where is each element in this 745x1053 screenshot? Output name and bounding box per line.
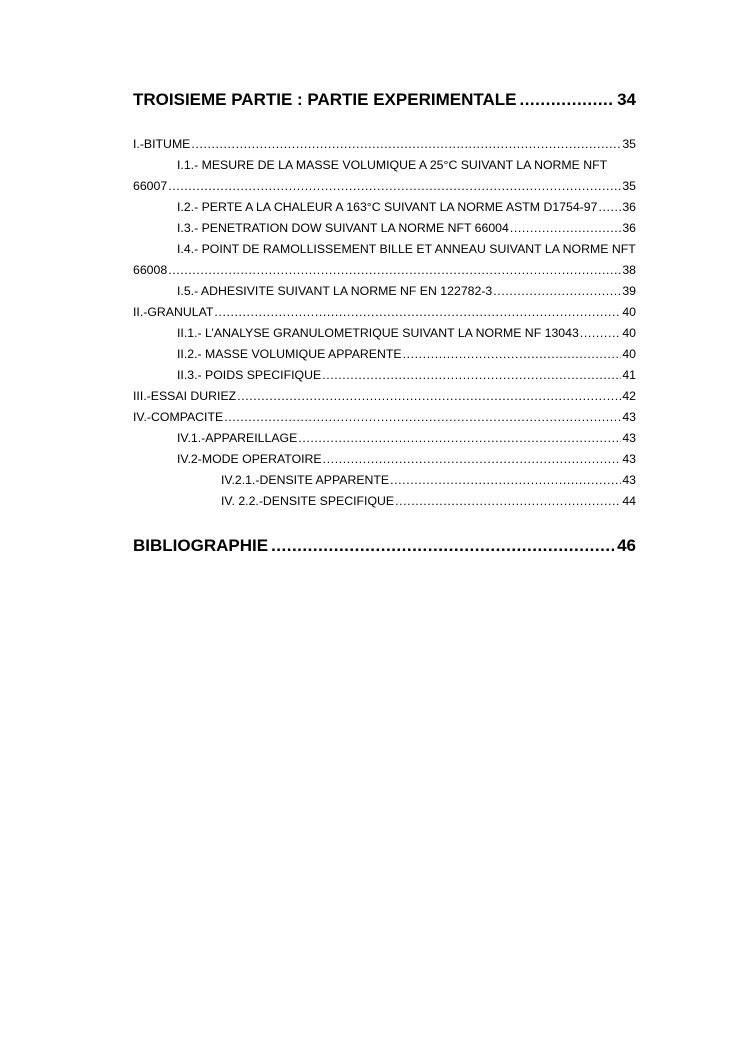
- toc-entry-masse-volumique[interactable]: [133, 179, 636, 197]
- toc-entry-title: II.2.- MASSE VOLUMIQUE APPARENTE: [177, 347, 402, 361]
- toc-leader-dots: [214, 305, 621, 319]
- toc-leader-dots: [168, 179, 621, 193]
- toc-page-number: 40: [622, 347, 636, 361]
- toc-bibliographie-heading[interactable]: [133, 536, 636, 556]
- toc-leader-dots: [403, 347, 622, 361]
- toc-leader-dots: [168, 263, 621, 277]
- toc-entry-title: III.-ESSAI DURIEZ: [133, 389, 237, 403]
- toc-entry-adhesivite[interactable]: [133, 284, 636, 302]
- toc-entry-title: II.1.- L’ANALYSE GRANULOMETRIQUE SUIVANT LA NORME NF 13043: [177, 326, 579, 340]
- toc-entry-appareillage[interactable]: [133, 431, 636, 449]
- toc-page-number: 36: [622, 221, 636, 235]
- toc-leader-dots: [224, 410, 621, 424]
- toc-leader-dots: [298, 431, 621, 445]
- toc-leader-dots: [580, 326, 621, 340]
- toc-leader-dots: [395, 494, 621, 508]
- toc-page-number: 35: [622, 137, 636, 151]
- toc-leader-dots: [271, 536, 614, 556]
- toc-entry-title: I.5.- ADHESIVITE SUIVANT LA NORME NF EN 122782-3: [177, 284, 493, 298]
- toc-entry-title: IV.2.1.-DENSITE APPARENTE: [221, 473, 390, 487]
- toc-entry-mode-operatoire[interactable]: [133, 452, 636, 470]
- toc-page-number: 40: [622, 305, 636, 319]
- toc-page-number: 43: [622, 410, 636, 424]
- toc-entry-essai-duriez[interactable]: [133, 389, 636, 407]
- toc-page-number: 39: [622, 284, 636, 298]
- toc-entry-analyse-granulometrique[interactable]: [133, 326, 636, 344]
- toc-entry-title: I.-BITUME: [133, 137, 191, 151]
- toc-page-number: 46: [617, 536, 636, 555]
- toc-entry-ramollissement-line1[interactable]: I.4.- POINT DE RAMOLLISSEMENT BILLE ET ANNEAU SUIVANT LA NORME NFT: [177, 242, 636, 256]
- toc-entry-penetration[interactable]: [133, 221, 636, 239]
- toc-entry-bitume[interactable]: [133, 137, 636, 155]
- toc-entry-title: 66007: [133, 179, 168, 193]
- toc-part-heading[interactable]: [133, 90, 636, 110]
- toc-leader-dots: [390, 473, 621, 487]
- toc-entry-title: II.3.- POIDS SPECIFIQUE: [177, 368, 322, 382]
- toc-page-number: 43: [622, 452, 636, 466]
- toc-page-number: 42: [622, 389, 636, 403]
- toc-page-number: 44: [622, 494, 636, 508]
- toc-entry-perte-chaleur[interactable]: [133, 200, 636, 218]
- toc-part-title: TROISIEME PARTIE : PARTIE EXPERIMENTALE: [133, 90, 517, 109]
- toc-entry-title: IV.2-MODE OPERATOIRE: [177, 452, 322, 466]
- toc-leader-dots: [323, 452, 622, 466]
- toc-page-number: 43: [622, 431, 636, 445]
- toc-page-number: 38: [622, 263, 636, 277]
- toc-leader-dots: [322, 368, 621, 382]
- toc-page-number: 40: [622, 326, 636, 340]
- toc-entry-title: IV.-COMPACITE: [133, 410, 224, 424]
- toc-entry-title: IV. 2.2.-DENSITE SPECIFIQUE: [221, 494, 395, 508]
- toc-entry-masse-volumique-apparente[interactable]: [133, 347, 636, 365]
- toc-entry-ramollissement[interactable]: [133, 263, 636, 281]
- toc-entry-densite-apparente[interactable]: [133, 473, 636, 491]
- toc-leader-dots: [191, 137, 621, 151]
- toc-entry-compacite[interactable]: [133, 410, 636, 428]
- toc-leader-dots: [519, 90, 614, 110]
- toc-part-title: BIBLIOGRAPHIE: [133, 536, 269, 555]
- toc-entry-title: 66008: [133, 263, 168, 277]
- toc-page-number: 41: [622, 368, 636, 382]
- toc-page-number: 35: [622, 179, 636, 193]
- toc-leader-dots: [598, 200, 621, 214]
- toc-leader-dots: [237, 389, 621, 403]
- toc-page-number: 36: [622, 200, 636, 214]
- toc-page-number: 43: [622, 473, 636, 487]
- toc-page-number: 34: [617, 90, 636, 109]
- toc-entry-densite-specifique[interactable]: [133, 494, 636, 512]
- toc-entry-poids-specifique[interactable]: [133, 368, 636, 386]
- toc-entry-masse-volumique-line1[interactable]: I.1.- MESURE DE LA MASSE VOLUMIQUE A 25°C SUIVANT LA NORME NFT: [177, 158, 608, 172]
- toc-entry-title: I.3.- PENETRATION DOW SUIVANT LA NORME NFT 66004: [177, 221, 509, 235]
- toc-entry-granulat[interactable]: [133, 305, 636, 323]
- toc-entry-title: II.-GRANULAT: [133, 305, 214, 319]
- toc-leader-dots: [493, 284, 621, 298]
- toc-entry-title: IV.1.-APPAREILLAGE: [177, 431, 298, 445]
- toc-entry-title: I.2.- PERTE A LA CHALEUR A 163°C SUIVANT LA NORME ASTM D1754-97: [177, 200, 598, 214]
- toc-leader-dots: [510, 221, 621, 235]
